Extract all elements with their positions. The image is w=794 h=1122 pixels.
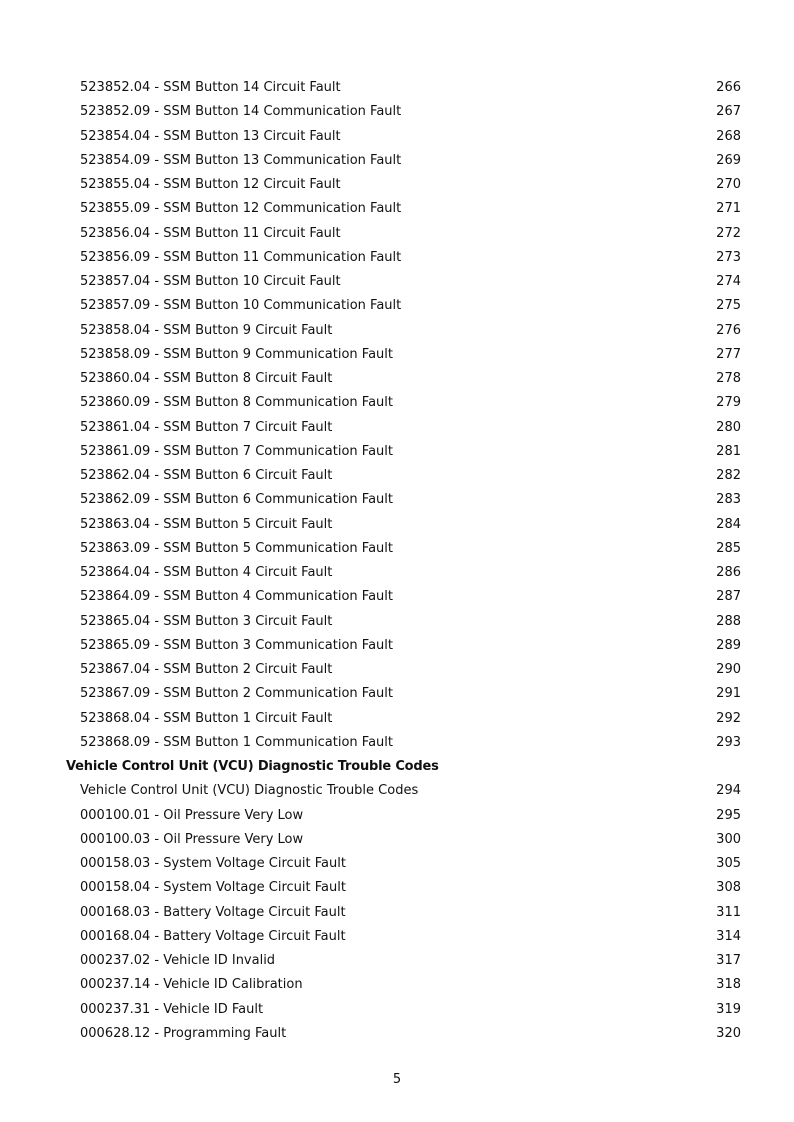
toc-entry-page-number[interactable]: 283 xyxy=(716,492,741,508)
toc-entry[interactable] xyxy=(0,149,794,173)
toc-entry-page-number[interactable]: 318 xyxy=(716,977,741,993)
toc-entry[interactable] xyxy=(0,319,794,343)
toc-entry-title[interactable]: 000100.01 - Oil Pressure Very Low xyxy=(80,807,304,823)
toc-entry-title[interactable]: 523862.04 - SSM Button 6 Circuit Fault xyxy=(80,468,333,483)
toc-entry-page-number[interactable]: 272 xyxy=(716,225,741,241)
page-number: 5 xyxy=(392,1072,402,1087)
toc-entry[interactable] xyxy=(0,561,794,585)
toc-entry-page-number[interactable]: 279 xyxy=(716,395,741,411)
toc-entry-title[interactable]: 523861.09 - SSM Button 7 Communication Fault xyxy=(80,443,393,459)
toc-entry-title[interactable]: 000158.04 - System Voltage Circuit Fault xyxy=(80,880,346,896)
toc-entry[interactable] xyxy=(0,998,794,1022)
toc-entry[interactable] xyxy=(0,731,794,755)
toc-entry[interactable] xyxy=(0,125,794,149)
toc-entry-page-number[interactable]: 289 xyxy=(716,637,741,653)
toc-entry-page-number[interactable]: 280 xyxy=(716,419,741,435)
toc-entry-title[interactable]: 523857.04 - SSM Button 10 Circuit Fault xyxy=(80,274,341,289)
toc-entry-page-number[interactable]: 271 xyxy=(716,201,741,217)
table-of-contents xyxy=(0,76,794,1046)
toc-entry[interactable] xyxy=(0,973,794,997)
toc-entry[interactable] xyxy=(0,367,794,391)
toc-entry-title[interactable]: 523854.09 - SSM Button 13 Communication Fault xyxy=(80,152,402,168)
toc-entry[interactable] xyxy=(0,610,794,634)
toc-entry-title[interactable]: 523867.09 - SSM Button 2 Communication Fault xyxy=(80,686,393,702)
toc-entry[interactable] xyxy=(0,343,794,367)
toc-entry-page-number[interactable]: 317 xyxy=(716,953,741,968)
toc-entry-page-number[interactable]: 284 xyxy=(716,516,741,532)
toc-entry[interactable] xyxy=(0,173,794,197)
toc-entry-title[interactable]: 523862.09 - SSM Button 6 Communication Fault xyxy=(80,492,393,508)
toc-entry-page-number[interactable]: 276 xyxy=(716,322,741,338)
toc-entry-title[interactable]: 523858.09 - SSM Button 9 Communication Fault xyxy=(80,346,393,362)
toc-entry-title[interactable]: 523865.04 - SSM Button 3 Circuit Fault xyxy=(80,613,333,629)
toc-entry-page-number[interactable]: 291 xyxy=(716,686,741,702)
toc-entry[interactable] xyxy=(0,270,794,294)
toc-entry-page-number[interactable]: 268 xyxy=(716,128,741,144)
toc-entry-title[interactable]: 000237.02 - Vehicle ID Invalid xyxy=(80,953,276,968)
toc-entry-title[interactable]: 000168.04 - Battery Voltage Circuit Fault xyxy=(80,928,346,944)
toc-entry[interactable] xyxy=(0,779,794,803)
toc-entry-title[interactable]: 523861.04 - SSM Button 7 Circuit Fault xyxy=(80,419,333,435)
toc-entry-title[interactable]: 523857.09 - SSM Button 10 Communication Fault xyxy=(80,298,402,314)
toc-entry-page-number[interactable]: 287 xyxy=(716,589,741,605)
toc-entry-title[interactable]: 523855.04 - SSM Button 12 Circuit Fault xyxy=(80,177,341,192)
toc-entry[interactable] xyxy=(0,634,794,658)
toc-entry[interactable] xyxy=(0,222,794,246)
toc-entry-page-number[interactable]: 292 xyxy=(716,710,741,726)
toc-entry[interactable] xyxy=(0,852,794,876)
toc-entry[interactable] xyxy=(0,585,794,609)
toc-entry-title[interactable]: 523852.09 - SSM Button 14 Communication Fault xyxy=(80,104,402,120)
toc-entry-title[interactable]: Vehicle Control Unit (VCU) Diagnostic Trouble Codes xyxy=(80,783,419,799)
toc-entry-title[interactable]: 523855.09 - SSM Button 12 Communication Fault xyxy=(80,201,402,217)
toc-entry[interactable] xyxy=(0,197,794,221)
toc-entry[interactable] xyxy=(0,440,794,464)
toc-entry-title[interactable]: 000158.03 - System Voltage Circuit Fault xyxy=(80,856,346,871)
toc-entry-page-number[interactable]: 274 xyxy=(716,274,741,289)
toc-entry-page-number[interactable]: 288 xyxy=(716,613,741,629)
toc-entry-title[interactable]: 523864.04 - SSM Button 4 Circuit Fault xyxy=(80,565,333,580)
toc-entry-title[interactable]: 523865.09 - SSM Button 3 Communication Fault xyxy=(80,637,393,653)
toc-entry[interactable] xyxy=(0,391,794,415)
toc-entry-page-number[interactable]: 275 xyxy=(716,298,741,314)
toc-entry-page-number[interactable]: 286 xyxy=(716,565,741,580)
toc-entry-page-number[interactable]: 295 xyxy=(716,807,741,823)
toc-entry[interactable] xyxy=(0,682,794,706)
toc-entry-title[interactable]: 523864.09 - SSM Button 4 Communication Fault xyxy=(80,589,393,605)
toc-entry-page-number[interactable]: 270 xyxy=(716,177,741,192)
toc-entry[interactable] xyxy=(0,925,794,949)
toc-entry[interactable] xyxy=(0,76,794,100)
toc-entry-page-number[interactable]: 314 xyxy=(716,928,741,944)
toc-entry[interactable] xyxy=(0,828,794,852)
toc-entry-title[interactable]: 000100.03 - Oil Pressure Very Low xyxy=(80,831,304,847)
toc-entry[interactable] xyxy=(0,464,794,488)
toc-entry[interactable] xyxy=(0,488,794,512)
toc-entry-title[interactable]: 000237.14 - Vehicle ID Calibration xyxy=(80,977,303,993)
toc-entry-page-number[interactable]: 320 xyxy=(716,1025,741,1041)
toc-entry-title[interactable]: 523868.09 - SSM Button 1 Communication Fault xyxy=(80,734,393,750)
toc-entry-page-number[interactable]: 305 xyxy=(716,856,741,871)
toc-entry[interactable] xyxy=(0,949,794,973)
toc-entry[interactable] xyxy=(0,658,794,682)
toc-entry-title[interactable]: 000168.03 - Battery Voltage Circuit Fault xyxy=(80,904,346,920)
toc-entry-title[interactable]: 000237.31 - Vehicle ID Fault xyxy=(80,1001,264,1017)
toc-entry-title[interactable]: 523858.04 - SSM Button 9 Circuit Fault xyxy=(80,322,333,338)
toc-entry[interactable] xyxy=(0,416,794,440)
toc-entry-page-number[interactable]: 293 xyxy=(716,734,741,750)
toc-entry[interactable] xyxy=(0,804,794,828)
toc-entry-page-number[interactable]: 311 xyxy=(716,904,741,920)
toc-entry[interactable] xyxy=(0,707,794,731)
toc-section-heading[interactable] xyxy=(0,755,794,779)
toc-entry-page-number[interactable]: 277 xyxy=(716,346,741,362)
toc-entries-ssm xyxy=(0,76,794,755)
toc-entries-vcu xyxy=(0,779,794,1046)
toc-entry-page-number[interactable]: 290 xyxy=(716,662,741,677)
toc-entry-page-number[interactable]: 300 xyxy=(716,831,741,847)
toc-entry[interactable] xyxy=(0,1022,794,1046)
toc-entry-title[interactable]: 523852.04 - SSM Button 14 Circuit Fault xyxy=(80,80,341,95)
toc-entry-title[interactable]: 523867.04 - SSM Button 2 Circuit Fault xyxy=(80,662,333,677)
toc-entry-title[interactable]: 523860.04 - SSM Button 8 Circuit Fault xyxy=(80,371,333,386)
toc-entry[interactable] xyxy=(0,537,794,561)
toc-entry-title[interactable]: 523863.09 - SSM Button 5 Communication Fault xyxy=(80,540,393,556)
toc-entry[interactable] xyxy=(0,100,794,124)
toc-entry-page-number[interactable]: 266 xyxy=(716,80,741,95)
toc-entry-title[interactable]: 523863.04 - SSM Button 5 Circuit Fault xyxy=(80,516,333,532)
toc-entry-page-number[interactable]: 308 xyxy=(716,880,741,896)
toc-entry-title[interactable]: 523856.04 - SSM Button 11 Circuit Fault xyxy=(80,225,341,241)
toc-entry-page-number[interactable]: 269 xyxy=(716,152,741,168)
toc-entry-title[interactable]: 523868.04 - SSM Button 1 Circuit Fault xyxy=(80,710,333,726)
toc-entry-page-number[interactable]: 267 xyxy=(716,104,741,120)
toc-entry[interactable] xyxy=(0,513,794,537)
toc-entry-title[interactable]: 523860.09 - SSM Button 8 Communication Fault xyxy=(80,395,393,411)
toc-entry-page-number[interactable]: 319 xyxy=(716,1001,741,1017)
toc-entry-page-number[interactable]: 294 xyxy=(716,783,741,799)
toc-entry-title[interactable]: 523856.09 - SSM Button 11 Communication Fault xyxy=(80,249,402,265)
toc-entry-title[interactable]: 523854.04 - SSM Button 13 Circuit Fault xyxy=(80,128,341,144)
section-heading-title[interactable]: Vehicle Control Unit (VCU) Diagnostic Trouble Codes xyxy=(66,759,439,774)
toc-entry[interactable] xyxy=(0,901,794,925)
toc-entry-page-number[interactable]: 282 xyxy=(716,468,741,483)
toc-entry-page-number[interactable]: 281 xyxy=(716,443,741,459)
toc-entry-page-number[interactable]: 285 xyxy=(716,540,741,556)
toc-entry[interactable] xyxy=(0,876,794,900)
toc-entry[interactable] xyxy=(0,246,794,270)
toc-entry-page-number[interactable]: 278 xyxy=(716,371,741,386)
toc-entry-page-number[interactable]: 273 xyxy=(716,249,741,265)
toc-entry[interactable] xyxy=(0,294,794,318)
toc-entry-title[interactable]: 000628.12 - Programming Fault xyxy=(80,1025,287,1041)
